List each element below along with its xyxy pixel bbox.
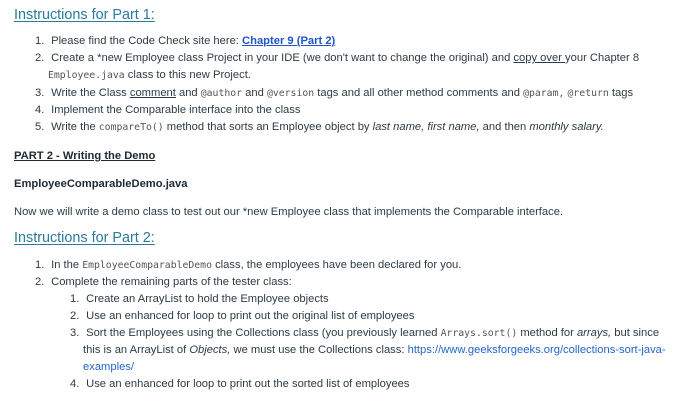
intro-text: Now we will write a demo class to test out our *new Employee class that implements the Comparable interface.	[14, 206, 564, 218]
part1-item-2-cont: Employee.java class to this new Project.	[48, 69, 251, 81]
chapter9-link[interactable]: Chapter 9 (Part 2)	[242, 35, 336, 47]
part2-subitem-2: 2. Use an enhanced for loop to print out the original list of employees	[70, 310, 415, 322]
part1-item-4: 4. Implement the Comparable interface into the class	[35, 104, 301, 116]
part1-heading: Instructions for Part 1:	[14, 7, 155, 23]
part2-item-1: 1. In the EmployeeComparableDemo class, the employees have been declared for you.	[35, 259, 462, 271]
part1-item-2: 2. Create a *new Employee class Project in your IDE (we don't want to change the original) and copy over your Chapter 8	[35, 52, 640, 64]
part2-heading: Instructions for Part 2:	[14, 230, 155, 246]
part2-subitem-3-cont2	[83, 359, 134, 376]
part1-item-5: 5. Write the compareTo() method that sorts an Employee object by last name, first name, and then monthly salary.	[35, 121, 604, 133]
part2-label: PART 2 - Writing the Demo	[14, 150, 156, 162]
part1-item-1: 1. Please find the Code Check site here: Chapter 9 (Part 2)	[35, 35, 336, 47]
part1-item-3: 3. Write the Class comment and @author and @version tags and all other method comments and @param, @return tags	[35, 87, 634, 99]
part2-subitem-4: 4. Use an enhanced for loop to print out the sorted list of employees	[70, 378, 410, 390]
part2-item-2: 2. Complete the remaining parts of the tester class:	[35, 276, 292, 288]
demo-file-name: EmployeeComparableDemo.java	[14, 178, 188, 190]
part2-subitem-1: 1. Create an ArrayList to hold the Employee objects	[70, 293, 329, 305]
collections-sort-link[interactable]: https://www.geeksforgeeks.org/collections-sort-java-	[407, 344, 666, 356]
part2-subitem-3-cont: this is an ArrayList of Objects, we must use the Collections class: https://www.geeksforgeeks.org/collections-sort-java-	[83, 344, 666, 356]
collections-sort-link-cont[interactable]: examples/	[83, 361, 134, 373]
part2-subitem-3: 3. Sort the Employees using the Collections class (you previously learned Arrays.sort() method for arrays, but since	[70, 327, 660, 339]
